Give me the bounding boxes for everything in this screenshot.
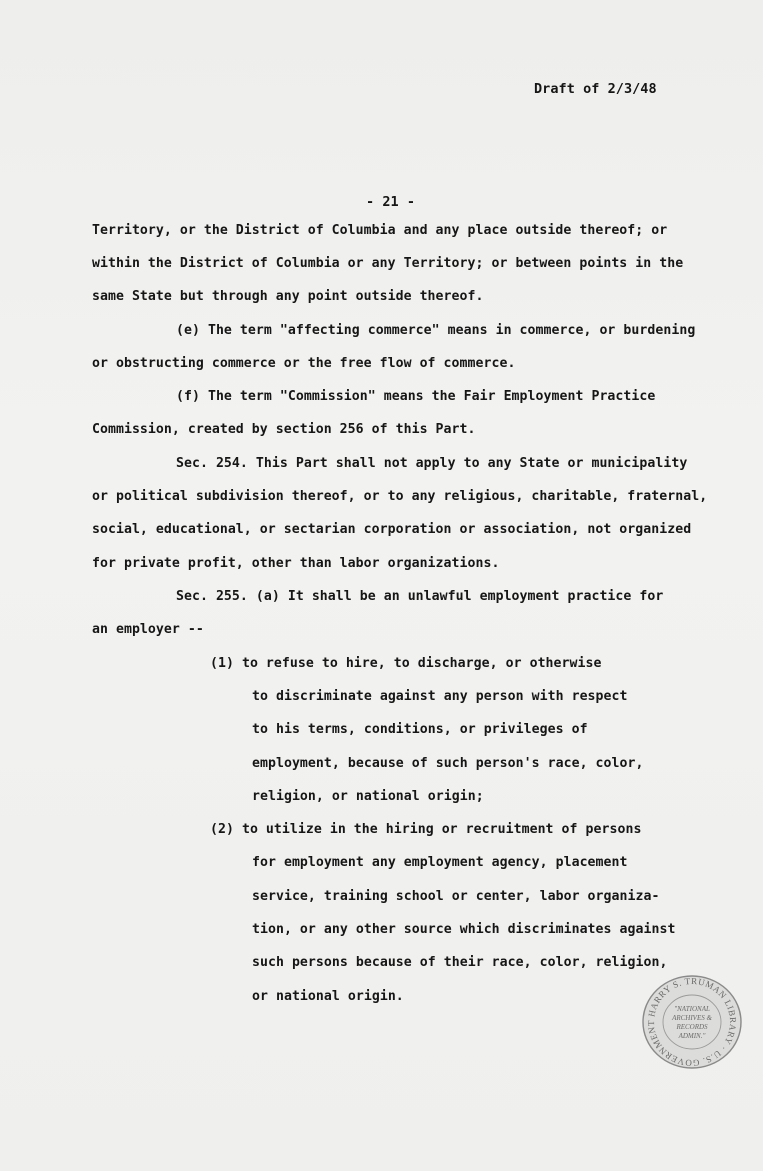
body-line: (f) The term "Commission" means the Fair Employment Practice <box>176 389 656 404</box>
body-line: to discriminate against any person with respect <box>252 689 628 704</box>
stamp-center-line: "NATIONAL <box>674 1005 710 1013</box>
body-line: to his terms, conditions, or privileges of <box>252 722 588 737</box>
body-line: Commission, created by section 256 of this Part. <box>92 422 476 437</box>
body-line: Territory, or the District of Columbia and any place outside thereof; or <box>92 223 668 238</box>
body-line: (e) The term "affecting commerce" means in commerce, or burdening <box>176 323 696 338</box>
body-line: or national origin. <box>252 989 404 1004</box>
archive-seal-stamp <box>640 973 744 1071</box>
body-line: Sec. 254. This Part shall not apply to any State or municipality <box>176 456 688 471</box>
page-number: - 21 - <box>366 194 416 210</box>
body-line: social, educational, or sectarian corporation or association, not organized <box>92 522 692 537</box>
body-line: employment, because of such person's race, color, <box>252 756 644 771</box>
list-item-1: (1) to refuse to hire, to discharge, or otherwise <box>210 656 602 671</box>
body-line: within the District of Columbia or any Territory; or between points in the <box>92 256 684 271</box>
body-line: for employment any employment agency, placement <box>252 855 628 870</box>
stamp-center-line: RECORDS <box>676 1023 708 1031</box>
body-line: Sec. 255. (a) It shall be an unlawful employment practice for <box>176 589 664 604</box>
body-line: service, training school or center, labor organiza- <box>252 889 660 904</box>
body-line: an employer -- <box>92 622 204 637</box>
body-line: same State but through any point outside thereof. <box>92 289 484 304</box>
body-line: such persons because of their race, color, religion, <box>252 955 668 970</box>
stamp-center-line: ADMIN." <box>678 1032 706 1040</box>
body-line: tion, or any other source which discriminates against <box>252 922 676 937</box>
list-item-2: (2) to utilize in the hiring or recruitment of persons <box>210 822 642 837</box>
body-line: for private profit, other than labor organizations. <box>92 556 500 571</box>
body-line: or obstructing commerce or the free flow of commerce. <box>92 356 516 371</box>
body-line: religion, or national origin; <box>252 789 484 804</box>
stamp-center-line: ARCHIVES & <box>672 1014 712 1022</box>
draft-date-label: Draft of 2/3/48 <box>534 81 657 97</box>
stamp-ring-text: HARRY S. TRUMAN LIBRARY · U.S. GOVERNMENT <box>645 975 739 1069</box>
body-line: or political subdivision thereof, or to any religious, charitable, fraternal, <box>92 489 708 504</box>
